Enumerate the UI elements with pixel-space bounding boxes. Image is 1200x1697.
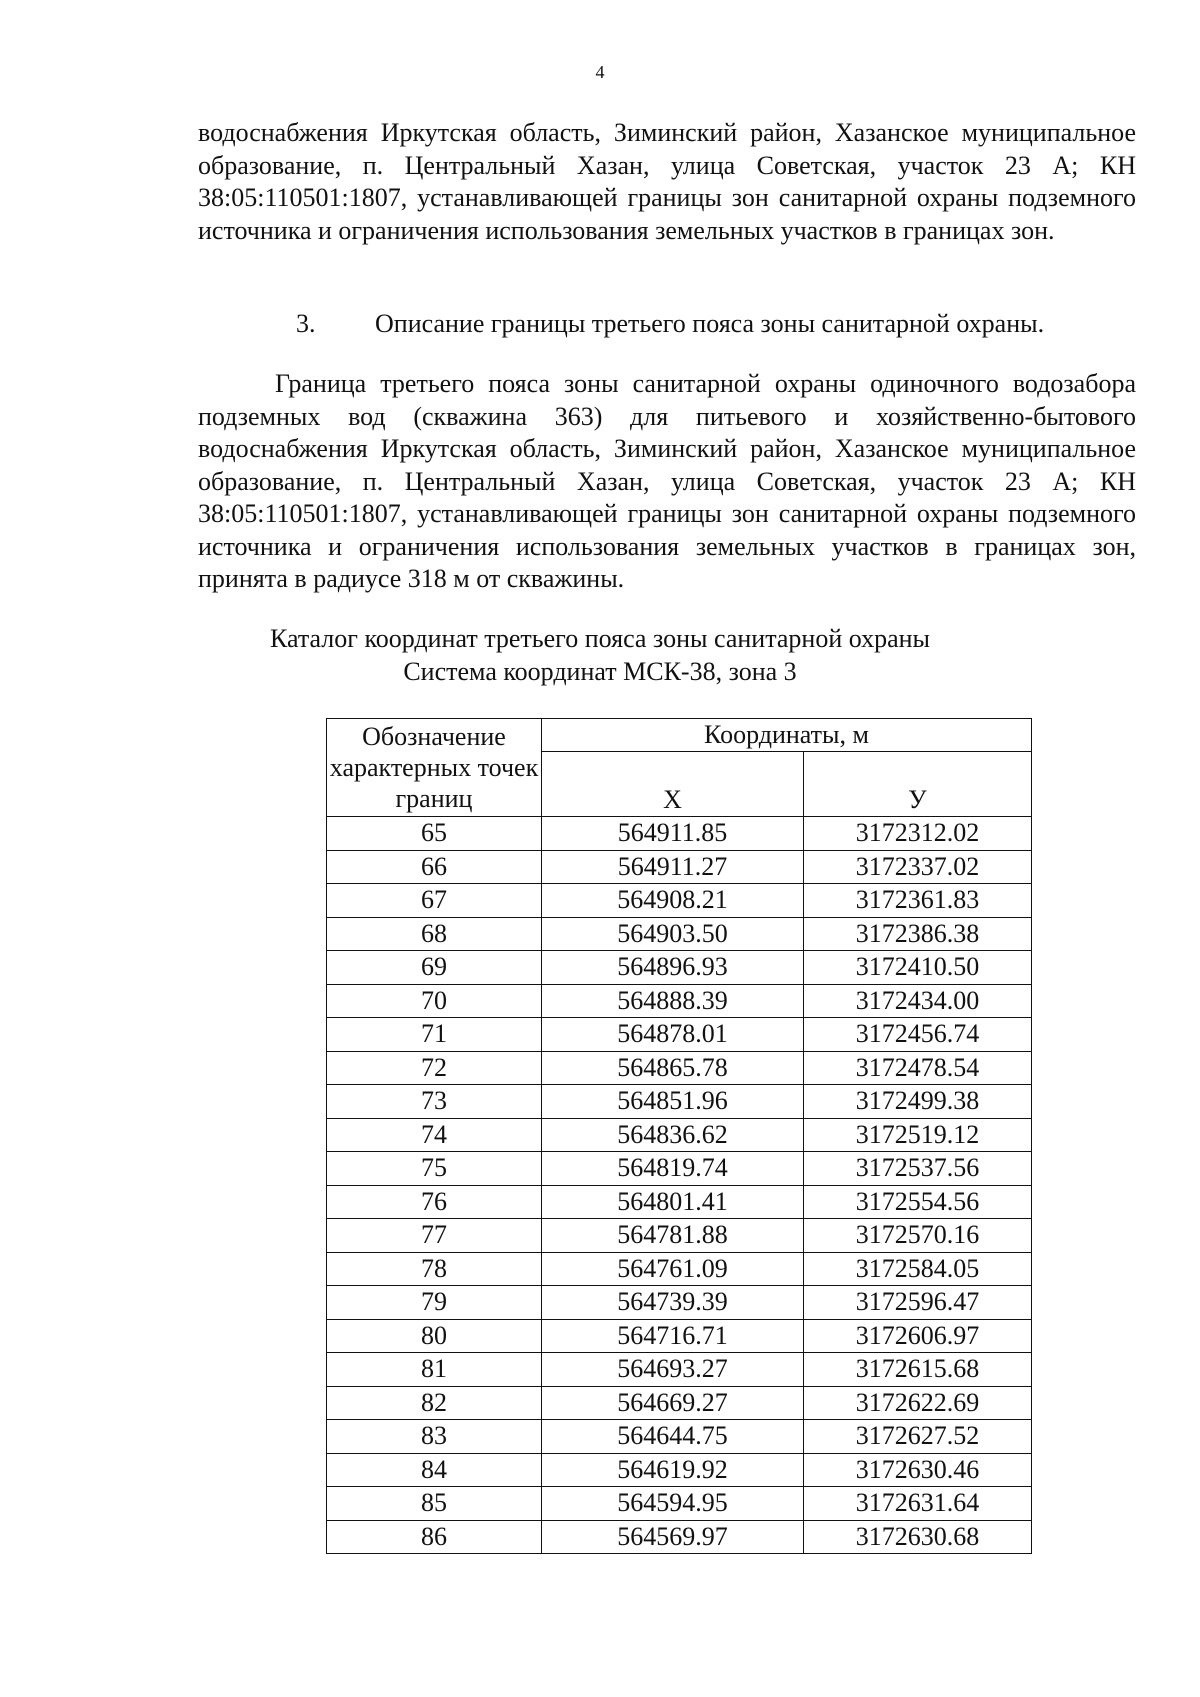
table-row — [327, 1185, 1032, 1219]
cell-y: 3172570.16 — [804, 1219, 1032, 1253]
cell-point: 75 — [327, 1152, 542, 1186]
cell-y: 3172627.52 — [804, 1420, 1032, 1454]
table-row — [327, 1085, 1032, 1119]
table-body — [327, 817, 1032, 1554]
table-row — [327, 1018, 1032, 1052]
cell-point: 86 — [327, 1520, 542, 1554]
cell-y: 3172630.68 — [804, 1520, 1032, 1554]
cell-y: 3172361.83 — [804, 884, 1032, 918]
coordinates-table — [326, 718, 1032, 1554]
table-row — [327, 817, 1032, 851]
cell-x: 564669.27 — [542, 1386, 804, 1420]
cell-x: 564644.75 — [542, 1420, 804, 1454]
table-row — [327, 850, 1032, 884]
cell-y: 3172537.56 — [804, 1152, 1032, 1186]
cell-x: 564865.78 — [542, 1051, 804, 1085]
cell-point: 65 — [327, 817, 542, 851]
cell-x: 564851.96 — [542, 1085, 804, 1119]
cell-point: 66 — [327, 850, 542, 884]
cell-y: 3172606.97 — [804, 1319, 1032, 1353]
cell-x: 564716.71 — [542, 1319, 804, 1353]
page-number: 4 — [595, 62, 605, 82]
cell-y: 3172596.47 — [804, 1286, 1032, 1320]
section-heading — [296, 308, 1044, 340]
cell-x: 564911.27 — [542, 850, 804, 884]
section-number: 3. — [296, 309, 316, 338]
cell-y: 3172386.38 — [804, 917, 1032, 951]
cell-x: 564693.27 — [542, 1353, 804, 1387]
cell-y: 3172622.69 — [804, 1386, 1032, 1420]
header-x: Х — [542, 752, 804, 817]
cell-x: 564888.39 — [542, 984, 804, 1018]
cell-x: 564911.85 — [542, 817, 804, 851]
table-row — [327, 1453, 1032, 1487]
table-row — [327, 1487, 1032, 1521]
cell-point: 74 — [327, 1118, 542, 1152]
cell-x: 564819.74 — [542, 1152, 804, 1186]
cell-point: 80 — [327, 1319, 542, 1353]
cell-y: 3172615.68 — [804, 1353, 1032, 1387]
cell-y: 3172337.02 — [804, 850, 1032, 884]
cell-point: 77 — [327, 1219, 542, 1253]
cell-point: 67 — [327, 884, 542, 918]
cell-x: 564739.39 — [542, 1286, 804, 1320]
header-coordinates: Координаты, м — [542, 719, 1032, 752]
cell-x: 564896.93 — [542, 951, 804, 985]
caption-line-1: Каталог координат третьего пояса зоны санитарной охраны — [269, 624, 931, 653]
table-row — [327, 1353, 1032, 1387]
cell-point: 72 — [327, 1051, 542, 1085]
cell-y: 3172456.74 — [804, 1018, 1032, 1052]
cell-x: 564781.88 — [542, 1219, 804, 1253]
table-row — [327, 1051, 1032, 1085]
cell-y: 3172631.64 — [804, 1487, 1032, 1521]
table-row — [327, 1420, 1032, 1454]
cell-x: 564836.62 — [542, 1118, 804, 1152]
cell-x: 564801.41 — [542, 1185, 804, 1219]
cell-x: 564903.50 — [542, 917, 804, 951]
cell-x: 564908.21 — [542, 884, 804, 918]
cell-x: 564569.97 — [542, 1520, 804, 1554]
table-row — [327, 1286, 1032, 1320]
table-row — [327, 1252, 1032, 1286]
table-caption — [0, 622, 1200, 688]
cell-point: 78 — [327, 1252, 542, 1286]
cell-point: 81 — [327, 1353, 542, 1387]
cell-y: 3172584.05 — [804, 1252, 1032, 1286]
table-row — [327, 1386, 1032, 1420]
caption-line-2: Система координат МСК-38, зона 3 — [403, 657, 797, 686]
table-row — [327, 1319, 1032, 1353]
cell-point: 84 — [327, 1453, 542, 1487]
table-row — [327, 951, 1032, 985]
cell-point: 76 — [327, 1185, 542, 1219]
header-point-designation: Обозначение характерных точек границ — [327, 719, 542, 817]
cell-x: 564619.92 — [542, 1453, 804, 1487]
cell-point: 68 — [327, 917, 542, 951]
cell-x: 564761.09 — [542, 1252, 804, 1286]
cell-y: 3172312.02 — [804, 817, 1032, 851]
paragraph-top: водоснабжения Иркутская область, Зиминский район, Хазанское муниципальное образование, п. Центральный Хазан, улица Советская, участок 23 А; КН 38:05:110501:1807, устанавливающей границы зон санитарной охраны подземного источника и ограничения использования земельных участков в границах зон. — [198, 118, 1136, 245]
paragraph-body: Граница третьего пояса зоны санитарной охраны одиночного водозабора подземных вод (скважина 363) для питьевого и хозяйственно-бытового водоснабжения Иркутская область, Зиминский район, Хазанское муниципальное образование, п. Центральный Хазан, улица Советская, участок 23 А; КН 38:05:110501:1807, устанавливающей границы зон санитарной охраны подземного источника и ограничения использования земельных участков в границах зон, принята в радиусе 318 м от скважины. — [198, 369, 1136, 593]
cell-y: 3172434.00 — [804, 984, 1032, 1018]
cell-x: 564878.01 — [542, 1018, 804, 1052]
cell-y: 3172478.54 — [804, 1051, 1032, 1085]
cell-y: 3172410.50 — [804, 951, 1032, 985]
table-row — [327, 1219, 1032, 1253]
table-row — [327, 1152, 1032, 1186]
cell-y: 3172630.46 — [804, 1453, 1032, 1487]
cell-point: 71 — [327, 1018, 542, 1052]
cell-y: 3172519.12 — [804, 1118, 1032, 1152]
cell-point: 79 — [327, 1286, 542, 1320]
table-header — [327, 719, 1032, 817]
cell-x: 564594.95 — [542, 1487, 804, 1521]
section-title: Описание границы третьего пояса зоны санитарной охраны. — [375, 309, 1045, 338]
table-row — [327, 917, 1032, 951]
table-row — [327, 1520, 1032, 1554]
cell-point: 70 — [327, 984, 542, 1018]
cell-point: 83 — [327, 1420, 542, 1454]
table-row — [327, 884, 1032, 918]
cell-point: 82 — [327, 1386, 542, 1420]
cell-point: 85 — [327, 1487, 542, 1521]
cell-point: 69 — [327, 951, 542, 985]
cell-point: 73 — [327, 1085, 542, 1119]
cell-y: 3172499.38 — [804, 1085, 1032, 1119]
table-row — [327, 984, 1032, 1018]
header-y: У — [804, 752, 1032, 817]
table-row — [327, 1118, 1032, 1152]
cell-y: 3172554.56 — [804, 1185, 1032, 1219]
